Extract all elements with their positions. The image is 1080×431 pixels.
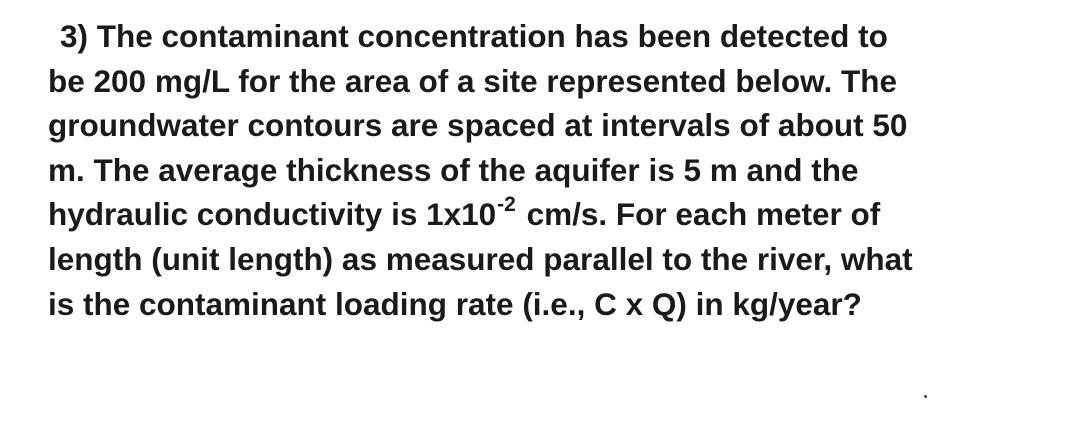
question-line-1: 3) The contaminant concentration has been detected to (60, 18, 888, 54)
question-line-3: groundwater contours are spaced at intervals of about 50 (48, 107, 908, 144)
exponent-superscript: -2 (497, 193, 516, 217)
question-line-2: be 200 mg/L for the area of a site represented below. The (48, 62, 898, 99)
question-line-4: m. The average thickness of the aquifer is 5 m and the (48, 151, 859, 188)
stray-dot (924, 395, 927, 398)
conductivity-units-text: cm/s. For each meter of (517, 196, 881, 233)
question-text (48, 14, 1058, 326)
conductivity-text: hydraulic conductivity is 1x10 (48, 196, 497, 233)
question-line-6: length (unit length) as measured parallel to the river, what (48, 240, 913, 277)
question-line-7: is the contaminant loading rate (i.e., C x Q) in kg/year? (48, 285, 862, 322)
question-line-5 (48, 192, 1058, 237)
